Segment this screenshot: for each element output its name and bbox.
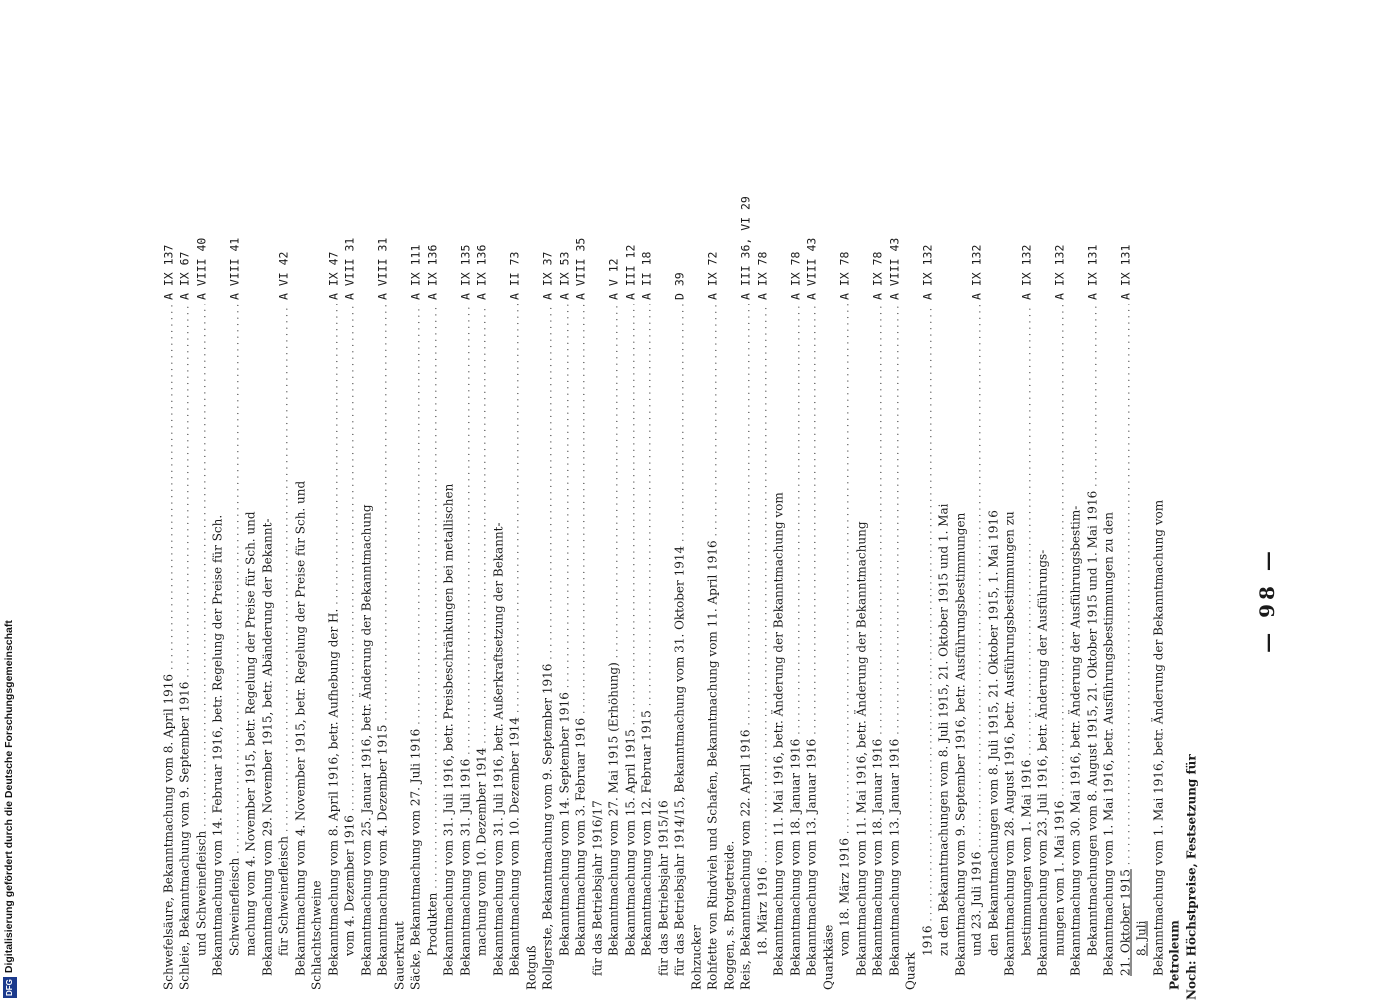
dot-leader [375,304,394,721]
index-entry [309,200,326,1000]
index-entry [1101,200,1118,1000]
index-entry [507,200,524,1000]
index-entry [1019,200,1036,1000]
entry-reference: A IX 131 [1085,244,1100,300]
entry-text: und 23. Juli 1916 [970,851,984,956]
entry-reference: A VIII 35 [574,237,588,300]
index-entry [260,200,277,1000]
entry-text: Bekanntmachung vom 8. April 1916, betr. Aufhebung der H. [326,608,341,976]
footer-credit [2,8,16,998]
index-entry [1085,200,1102,1000]
entry-reference: A II 73 [508,251,522,300]
entry-text: Quarkkäse [821,924,836,990]
entry-text: Rohzucker [689,925,704,990]
index-entry [788,200,805,1000]
entry-text: für Schweinefleisch [277,836,291,956]
dot-leader [276,304,295,832]
entry-text: Petroleum [1168,920,1182,990]
entry-text: Bekanntmachung vom 31. Juli 1916, betr. Außerkraftsetzung der Bekannt- [491,522,506,976]
dot-leader [194,304,213,827]
entry-reference: A IX 135 [458,244,473,300]
entry-text: 21. Oktober 1915 [1118,869,1133,976]
index-entry [1068,200,1085,1000]
entry-text: Bekanntmachung vom 9. September 1916, betr. Ausführungsbestimmungen [953,512,968,976]
index-entry [557,200,574,1000]
dot-leader [738,304,757,725]
index-entry [458,200,475,1000]
entry-reference: A IX 67 [178,251,192,300]
index-entry [540,200,557,1000]
dot-leader [755,304,774,863]
dot-leader [161,304,180,670]
entry-reference: A IX 131 [1118,244,1133,300]
entry-text: Schwefelsäure, Bekanntmachung vom 8. April 1916 [161,673,176,990]
entry-text: Rotguß [524,945,539,990]
dot-leader [507,304,526,713]
entry-text: Noch: Höchstpreise, Festsetzung für [1184,754,1199,1000]
index-entry [689,200,706,1000]
dot-leader [969,304,988,848]
entry-text: Reis, Bekanntmachung vom 22. April 1916 [739,729,753,990]
entry-text: Bekanntmachung vom 25. Januar 1916, betr. Änderung der Bekanntmachung [359,504,374,976]
entry-text: mungen vom 1. Mai 1916 [1052,800,1067,956]
dot-leader [1118,304,1137,865]
index-entry [1134,200,1151,1000]
entry-text: vom 18. März 1916 [838,838,852,956]
dot-leader [705,304,724,536]
entry-text: Produkten [425,892,440,956]
entry-reference: A III 12 [623,244,638,300]
index-entry [606,200,623,1000]
index-entry [590,200,607,1000]
index-entry [903,200,920,1000]
index-entry [1002,200,1019,1000]
entry-text: Bekanntmachung vom 23. Juli 1916, betr. Änderung der Ausführungs- [1036,549,1050,976]
index-entry [870,200,887,1000]
index-entry [227,200,244,1000]
index-entry [672,200,689,1000]
entry-reference: A IX 132 [970,244,984,300]
entry-text: für das Betriebsjahr 1915/16 [656,800,671,976]
index-entry [573,200,590,1000]
entry-text: Schlachtschweine [310,880,324,990]
index-entry [920,200,937,1000]
dot-leader [342,304,361,811]
entry-reference: D 39 [673,272,687,300]
dot-leader [540,304,559,660]
entry-reference: A VIII 31 [343,237,357,300]
entry-text: für das Betriebsjahr 1916/17 [590,800,605,976]
index-entry [854,200,871,1000]
index-entry [1118,200,1135,1000]
page-number: — 98 — [1255,547,1279,653]
dot-leader [474,304,493,744]
index-entry [1035,200,1052,1000]
dot-leader [425,304,444,889]
dot-leader [606,304,625,658]
entry-text: Bekanntmachung vom 29. November 1915, betr. Abänderung der Bekannt- [260,518,275,976]
entry-text: Bekanntmachung vom 12. Februar 1915 [640,710,654,956]
dot-leader [672,304,691,542]
dot-leader [804,304,823,735]
entry-text: Schweinefleisch [227,857,242,956]
entry-reference: A IX 137 [161,244,176,300]
index-entry [474,200,491,1000]
entry-text: Bekanntmachung vom 4. November 1915, betr. Regelung der Preise für Sch. und [293,480,308,976]
entry-reference: A IX 132 [1052,244,1067,300]
entry-text: Bekanntmachungen vom 8. August 1915, 21. Oktober 1915 und 1. Mai 1916 [1085,490,1100,956]
entry-text: Bekanntmachung vom 14. Februar 1916, betr. Regelung der Preise für Sch. [211,514,225,976]
entry-text: 1916 [920,925,935,956]
index-entry [161,200,178,1000]
entry-reference: A II 18 [640,251,654,300]
dot-leader [557,304,576,688]
index-entry [837,200,854,1000]
entry-text: 8. Juli [1135,920,1149,956]
entry-reference: A IX 111 [409,244,423,300]
entry-reference: A IX 78 [755,251,770,300]
index-entry [177,200,194,1000]
entry-text: Bekanntmachung vom 1. Mai 1916, betr. Ausführungsbestimmungen zu den [1102,512,1116,976]
entry-reference: A VIII 43 [805,237,819,300]
index-entry [656,200,673,1000]
index-entry [755,200,772,1000]
dot-leader [1085,304,1104,487]
index-entry [771,200,788,1000]
entry-reference: A VI 42 [277,251,291,300]
index-entry [639,200,656,1000]
entry-text: Bekanntmachung vom 4. Dezember 1915 [376,724,390,976]
entry-text: Bekanntmachung vom 13. Januar 1916 [805,738,819,976]
index-entry [804,200,821,1000]
index-entry [491,200,508,1000]
index-entry [194,200,211,1000]
index-entry [293,200,310,1000]
entry-text: Bekanntmachung vom 14. September 1916 [557,692,572,956]
index-entry [441,200,458,1000]
dot-leader [177,304,196,678]
entry-text: Bekanntmachung vom 11. Mai 1916, betr. Änderung der Bekanntmachung vom [772,492,786,976]
entry-text: Rohfette von Rindvieh und Schafen, Bekanntmachung vom 11. April 1916 [706,540,720,990]
dot-leader [623,304,642,725]
index-entry [623,200,640,1000]
entry-text: Bekanntmachung vom 10. Dezember 1914 [508,716,522,976]
entry-text: Roggen, s. Brotgetreide. [722,840,737,990]
entry-text: Bekanntmachung vom 3. Februar 1916 [574,717,588,956]
entry-text: 18. März 1916 [755,867,770,956]
index-entry [1184,200,1201,1000]
dot-leader [227,304,246,854]
index-entry [359,200,376,1000]
entry-text: Bekanntmachung vom 27. Mai 1915 (Erhöhung) [607,662,621,956]
dot-leader [1052,304,1071,797]
entry-text: bestimmungen vom 1. Mai 1916 [1019,759,1034,956]
index-entry [326,200,343,1000]
index-entry [1167,200,1184,1000]
entry-text: Bekanntmachung vom 13. Januar 1916 [887,738,902,976]
index-entries [161,196,1201,1000]
entry-text: Rollgerste, Bekanntmachung vom 9. September 1916 [541,663,555,990]
entry-text: machung vom 10. Dezember 1914 [475,747,489,956]
entry-text: Bekanntmachung vom 28. August 1916, betr. Ausführungsbestimmungen zu [1003,511,1017,976]
dot-leader [837,304,856,834]
entry-text: Bekanntmachung vom 30. Mai 1916, betr. Änderung der Ausführungsbestim- [1069,505,1083,976]
entry-reference: A VIII 31 [376,237,390,300]
entry-text: Bekanntmachung vom 31. Juli 1916 [458,758,473,976]
entry-text: den Bekanntmachungen vom 8. Juli 1915, 21. Oktober 1915, 1. Mai 1916 [986,510,1001,956]
index-entry [722,200,739,1000]
entry-text: Bekanntmachung vom 1. Mai 1916, betr. Änderung der Bekanntmachung vom [1151,499,1166,976]
index-entry [425,200,442,1000]
entry-reference: A IX 132 [920,244,935,300]
index-entry [986,200,1003,1000]
entry-text: für das Betriebsjahr 1914/15, Bekanntmachung vom 31. Oktober 1914 [673,545,687,976]
entry-text: zu den Bekanntmachungen vom 8. Juli 1915, 21. Oktober 1915 und 1. Mai [937,503,951,956]
entry-text: Schleie, Bekanntmachung vom 9. September 1916 [178,681,192,990]
entry-reference: A IX 132 [1019,244,1034,300]
dot-leader [458,304,477,755]
entry-text: Sauerkraut [392,921,407,990]
entry-text: Säcke, Bekanntmachung vom 27. Juli 1916 [409,728,423,990]
entry-text: und Schweinefleisch [194,830,209,956]
index-entry [821,200,838,1000]
entry-reference: A IX 136 [475,244,489,300]
index-page [75,196,1279,1000]
index-entry [375,200,392,1000]
entry-reference: A IX 78 [788,251,803,300]
entry-reference: A VIII 40 [194,237,209,300]
index-entry [738,196,755,1000]
footer-text: Digitalisierung gefördert durch die Deutsche Forschungsgemeinschaft [3,620,15,974]
dot-leader [1019,304,1038,756]
index-entry [969,200,986,1000]
index-entry [887,200,904,1000]
entry-reference: A IX 136 [425,244,440,300]
index-entry [210,200,227,1000]
index-entry [342,200,359,1000]
entry-reference: A VIII 43 [887,237,902,300]
index-entry [705,200,722,1000]
index-entry [936,200,953,1000]
index-entry [408,200,425,1000]
entry-reference: A IX 53 [557,251,572,300]
dot-leader [639,304,658,706]
dot-leader [870,304,889,735]
entry-text: Bekanntmachung vom 18. Januar 1916 [871,738,885,976]
entry-text: machung vom 4. November 1915, betr. Regelung der Preise für Sch. und [244,511,258,956]
entry-reference: A IX 72 [706,251,720,300]
entry-reference: A IX 78 [838,251,852,300]
entry-reference: A III 36, VI 29 [739,196,753,300]
dfg-logo: DFG [3,977,17,998]
index-entry [276,200,293,1000]
index-entry [1052,200,1069,1000]
entry-text: Bekanntmachung vom 15. April 1915 [623,729,638,956]
dot-leader [573,304,592,714]
entry-text: Bekanntmachung vom 11. Mai 1916, betr. Änderung der Bekanntmachung [854,521,869,976]
index-entry [524,200,541,1000]
entry-text: Bekanntmachung vom 18. Januar 1916 [788,738,803,976]
entry-text: Quark [904,952,918,990]
index-entry [953,200,970,1000]
entry-text: Bekanntmachung vom 31. Juli 1916, betr. Preisbeschränkungen bei metallischen [442,483,456,976]
entry-reference: A IX 47 [326,251,341,300]
dot-leader [788,304,807,735]
entry-reference: A IX 78 [871,251,885,300]
entry-reference: A IX 37 [541,251,555,300]
footer [2,2,14,998]
dot-leader [408,304,427,725]
dot-leader [920,304,939,921]
entry-reference: A V 12 [607,258,621,300]
index-entry [243,200,260,1000]
dot-leader [887,304,906,735]
index-entry [392,200,409,1000]
index-entry [1151,200,1168,1000]
entry-text: vom 4. Dezember 1916 [343,815,357,956]
dot-leader [326,304,345,605]
entry-reference: A VIII 41 [227,237,242,300]
